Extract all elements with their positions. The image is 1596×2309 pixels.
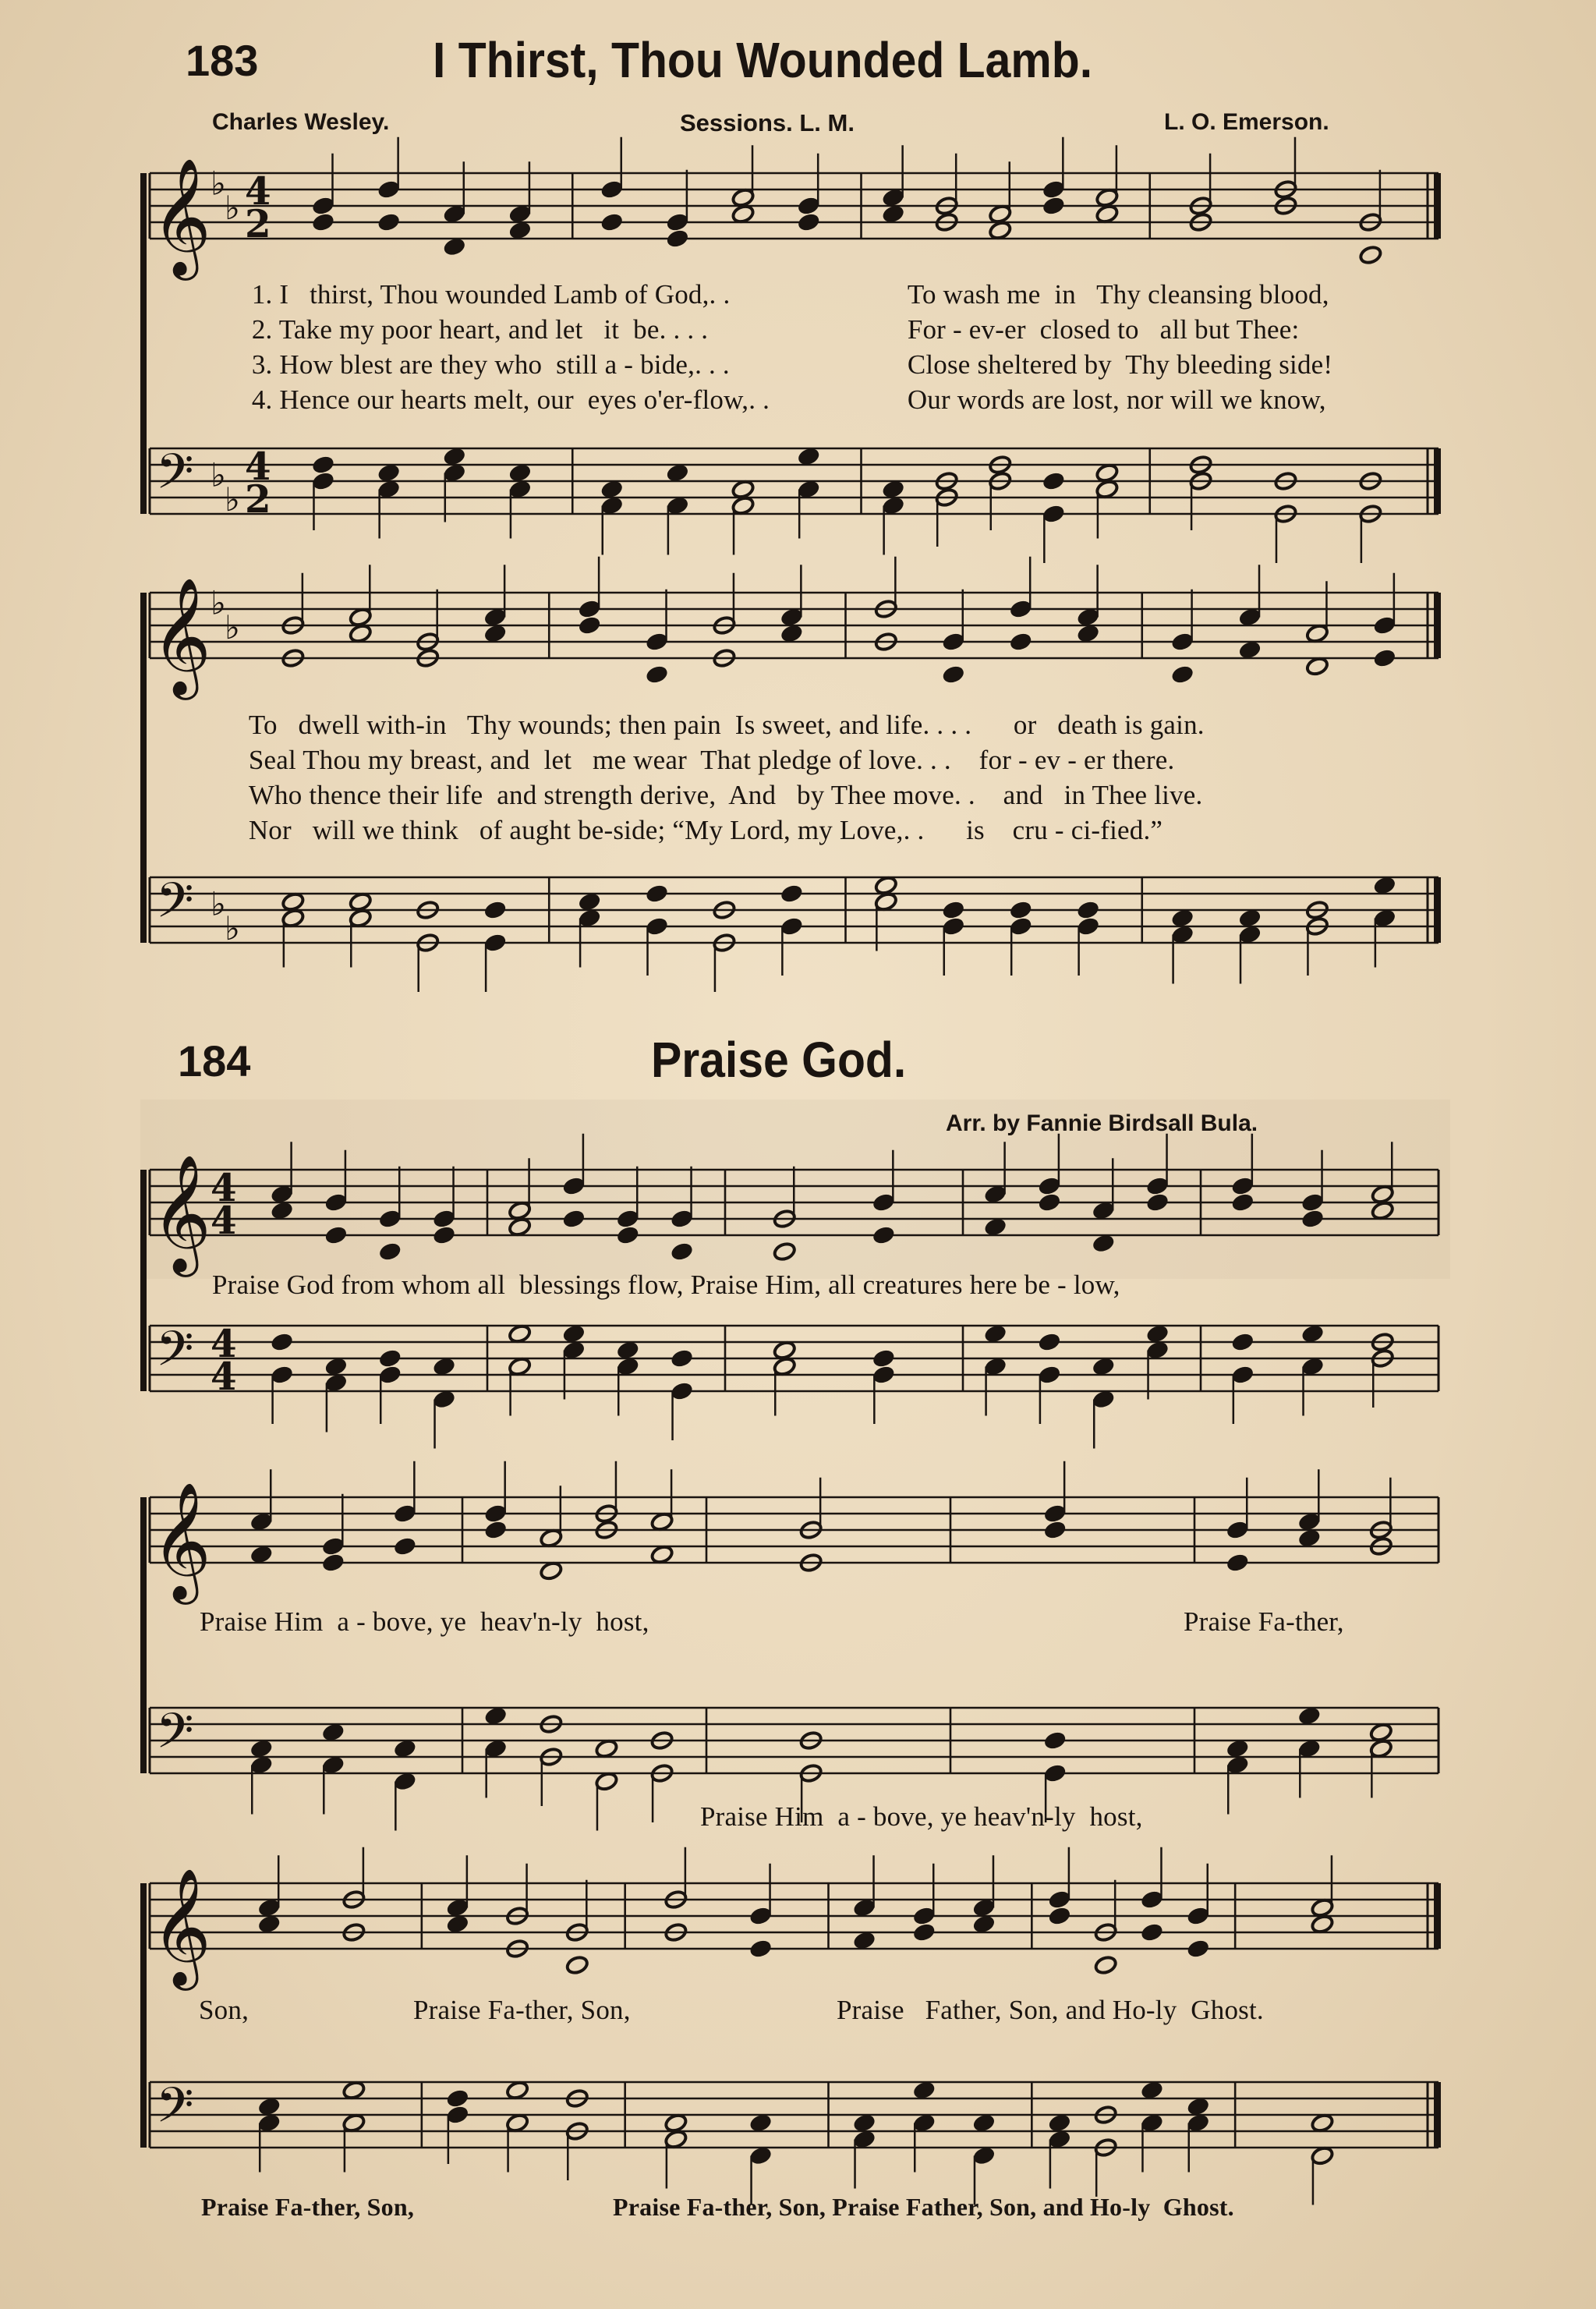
note-head	[1042, 471, 1066, 491]
note-head	[432, 1356, 456, 1376]
note-head	[941, 900, 965, 920]
note-head	[1095, 204, 1119, 224]
note-head	[483, 1520, 508, 1540]
note-head	[483, 1705, 508, 1726]
note-head	[988, 220, 1012, 240]
note-head	[600, 479, 624, 499]
note-head	[508, 220, 533, 240]
note-head	[565, 1955, 589, 1975]
verse-2-line-a: 2. Take my poor heart, and let it be. . . .	[251, 314, 709, 345]
note-head	[1230, 1192, 1255, 1213]
flat-icon: ♭	[211, 164, 226, 203]
note-head	[645, 884, 669, 904]
final-barline	[1434, 173, 1441, 239]
note-head	[1311, 2112, 1335, 2133]
note-head	[983, 1323, 1007, 1344]
time-signature: 2	[245, 477, 271, 522]
note-head	[321, 1553, 345, 1573]
note-head	[442, 236, 466, 257]
time-signature: 4	[211, 1166, 237, 1210]
lyrics-block-second	[221, 710, 1205, 897]
note-head	[324, 1356, 348, 1376]
verse-3-line-a: 3. How blest are they who still a - bide,. . .	[251, 349, 730, 380]
note-head	[731, 479, 756, 499]
lyric-184-line-5: Son,	[199, 1995, 249, 2025]
time-signature: 4	[245, 169, 271, 214]
note-head	[1076, 900, 1100, 920]
tune-credit: Sessions. L. M.	[680, 109, 855, 136]
note-head	[1186, 1939, 1210, 1959]
lyrics-block-right	[879, 279, 1333, 466]
final-barline	[1434, 593, 1441, 658]
note-head	[1145, 1323, 1170, 1344]
note-head	[324, 1225, 348, 1245]
note-head	[1170, 664, 1194, 685]
treble-clef-icon: 𝄞	[151, 157, 211, 275]
note-head	[872, 1225, 896, 1245]
note-head	[1009, 632, 1033, 652]
lyric-184-line-1: Praise God from whom all blessings flow, Praise Him, all creatures here be - low,	[212, 1270, 1120, 1300]
note-head	[665, 462, 689, 483]
note-head	[616, 1340, 640, 1360]
verse-4-line-c: Nor will we think of aught be-side; “My Lord, my Love,. . is cru - ci-fied.”	[248, 815, 1163, 845]
note-head	[257, 1914, 281, 1934]
note-head	[1297, 1528, 1322, 1548]
note-head	[852, 1930, 876, 1950]
note-head	[578, 615, 602, 636]
note-head	[1301, 1323, 1325, 1344]
note-head	[257, 2096, 281, 2116]
note-head	[1095, 462, 1119, 483]
note-head	[1009, 900, 1033, 920]
note-head	[941, 664, 965, 685]
final-barline	[1434, 448, 1441, 514]
flat-icon: ♭	[225, 908, 240, 947]
hymn-number-184: 184	[178, 1036, 251, 1085]
note-head	[1092, 1233, 1116, 1253]
note-head	[773, 1340, 797, 1360]
note-head	[670, 1348, 694, 1369]
note-head	[1076, 623, 1100, 643]
note-head	[872, 1348, 896, 1369]
note-head	[1238, 639, 1262, 660]
note-head	[1092, 1356, 1116, 1376]
note-head	[1094, 1955, 1118, 1975]
flat-icon: ♭	[225, 607, 240, 646]
time-signature: 4	[211, 1355, 237, 1399]
treble-clef-icon: 𝄞	[151, 1867, 211, 1985]
note-head	[748, 2112, 773, 2133]
lyric-184-line-9: Praise Fa-ther, Son, Praise Father, Son, and Ho-ly Ghost.	[613, 2193, 1234, 2221]
flat-icon: ♭	[225, 188, 240, 227]
note-head	[1369, 1722, 1393, 1742]
treble-clef-icon: 𝄞	[151, 1153, 211, 1272]
note-head	[1037, 1332, 1061, 1352]
treble-clef-icon: 𝄞	[151, 576, 211, 695]
note-head	[600, 212, 624, 232]
note-head	[881, 204, 905, 224]
lyrics-block-left	[224, 279, 770, 466]
note-head	[377, 462, 401, 483]
note-head	[1140, 2080, 1164, 2100]
time-signature: 2	[245, 202, 271, 246]
note-head	[664, 2112, 688, 2133]
bass-clef-icon: 𝄢	[156, 443, 194, 512]
note-head	[505, 2080, 529, 2100]
composer-credit: L. O. Emerson.	[1164, 109, 1329, 135]
lyric-184-line-8: Praise Fa-ther, Son,	[201, 2193, 415, 2221]
verse-3-line-b: Close sheltered by Thy bleeding side!	[907, 349, 1333, 380]
system-brace	[140, 1170, 147, 1391]
note-head	[1047, 1906, 1071, 1926]
lyric-184-line-7: Praise Father, Son, and Ho-ly Ghost.	[837, 1995, 1264, 2025]
note-head	[983, 1216, 1007, 1237]
note-head	[972, 1914, 996, 1934]
note-head	[445, 1914, 469, 1934]
note-head	[311, 212, 335, 232]
note-head	[445, 2088, 469, 2109]
verse-2-line-c: Seal Thou my breast, and let me wear That pledge of love. . . for - ev - er there.	[248, 745, 1175, 775]
note-head	[561, 1209, 586, 1229]
note-head	[1226, 1738, 1250, 1758]
verse-3-line-c: Who thence their life and strength derive, And by Thee move. . and in Thee live.	[248, 780, 1203, 810]
note-head	[249, 1738, 274, 1758]
note-head	[249, 1544, 274, 1564]
time-signature: 4	[245, 444, 271, 489]
verse-4-line-b: Our words are lost, nor will we know,	[907, 384, 1326, 415]
note-head	[1297, 1705, 1322, 1726]
system-brace	[140, 1497, 147, 1773]
lyric-184-line-2: Praise Him a - bove, ye heav'n-ly host,	[200, 1606, 649, 1637]
verse-4-line-a: 4. Hence our hearts melt, our eyes o'er-flow,. .	[251, 384, 770, 415]
verse-2-line-b: For - ev-er closed to all but Thee:	[907, 314, 1300, 345]
note-head	[1145, 1192, 1170, 1213]
flat-icon: ♭	[211, 583, 226, 622]
note-head	[1238, 908, 1262, 928]
note-head	[1311, 1914, 1335, 1934]
note-head	[852, 2112, 876, 2133]
note-head	[1170, 908, 1194, 928]
note-head	[1047, 2112, 1071, 2133]
note-head	[1042, 196, 1066, 216]
note-head	[508, 1216, 532, 1237]
note-head	[349, 891, 373, 912]
note-head	[1372, 648, 1396, 668]
note-head	[1372, 875, 1396, 895]
note-head	[508, 462, 533, 483]
time-signature: 4	[211, 1199, 237, 1243]
system-brace	[140, 173, 147, 514]
note-head	[874, 875, 898, 895]
final-barline	[1434, 877, 1441, 943]
bass-clef-icon: 𝄢	[156, 2077, 194, 2145]
note-head	[1230, 1332, 1255, 1352]
note-head	[393, 1738, 417, 1758]
note-head	[432, 1225, 456, 1245]
hymn-number: 183	[186, 36, 259, 85]
note-head	[1305, 656, 1329, 676]
note-head	[281, 891, 305, 912]
note-head	[1371, 1200, 1395, 1220]
note-head	[650, 1544, 674, 1564]
note-head	[780, 623, 804, 643]
note-head	[349, 623, 373, 643]
flat-icon: ♭	[225, 480, 240, 519]
note-head	[442, 446, 466, 466]
hymn-title-184: Praise God.	[651, 1032, 907, 1088]
system-brace	[140, 593, 147, 943]
note-head	[270, 1200, 294, 1220]
note-head	[645, 664, 669, 685]
note-head	[665, 228, 689, 249]
note-head	[670, 1241, 694, 1262]
note-head	[1037, 1192, 1061, 1213]
note-head	[616, 1225, 640, 1245]
system-brace	[140, 1883, 147, 2148]
note-head	[378, 1348, 402, 1369]
note-head	[508, 1323, 532, 1344]
note-head	[1226, 1553, 1250, 1573]
note-head	[321, 1722, 345, 1742]
note-head	[1140, 1922, 1164, 1942]
note-head	[731, 204, 756, 224]
note-head	[1301, 1209, 1325, 1229]
note-head	[797, 446, 821, 466]
flat-icon: ♭	[211, 884, 226, 923]
verse-1-line-a: 1. I thirst, Thou wounded Lamb of God,. .	[251, 279, 731, 310]
note-head	[483, 623, 508, 643]
note-head	[797, 212, 821, 232]
flat-icon: ♭	[211, 455, 226, 494]
note-head	[773, 1241, 797, 1262]
note-head	[377, 212, 401, 232]
note-head	[912, 2080, 936, 2100]
note-head	[1186, 2096, 1210, 2116]
note-head	[972, 2112, 996, 2133]
time-signature: 4	[211, 1322, 237, 1366]
treble-clef-icon: 𝄞	[151, 1481, 211, 1599]
music-system-184-3	[0, 1856, 1596, 2293]
lyric-184-line-6: Praise Fa-ther, Son,	[413, 1995, 631, 2025]
note-head	[539, 1560, 563, 1581]
verse-1-line-c: To dwell with-in Thy wounds; then pain Is sweet, and life. . . . or death is gain.	[248, 710, 1205, 740]
note-head	[341, 2080, 366, 2100]
final-barline	[1434, 2082, 1441, 2148]
bass-clef-icon: 𝄢	[156, 1702, 194, 1771]
bass-clef-icon: 𝄢	[156, 1320, 194, 1389]
note-head	[1358, 245, 1382, 265]
author-credit: Charles Wesley.	[212, 109, 390, 135]
note-head	[270, 1332, 294, 1352]
note-head	[748, 1939, 773, 1959]
arranger-credit: Arr. by Fannie Birdsall Bula.	[946, 1110, 1258, 1136]
note-head	[561, 1323, 586, 1344]
bass-clef-icon: 𝄢	[156, 872, 194, 940]
note-head	[311, 455, 335, 475]
note-head	[912, 1922, 936, 1942]
verse-1-line-b: To wash me in Thy cleansing blood,	[907, 279, 1329, 310]
final-barline	[1434, 1883, 1441, 1949]
note-head	[393, 1536, 417, 1556]
note-head	[780, 884, 804, 904]
note-head	[483, 900, 508, 920]
note-head	[578, 891, 602, 912]
note-head	[1043, 1730, 1067, 1751]
lyric-184-line-4: Praise Him a - bove, ye heav'n-ly host,	[700, 1801, 1143, 1832]
lyric-184-line-3: Praise Fa-ther,	[1184, 1606, 1344, 1637]
note-head	[378, 1241, 402, 1262]
note-head	[595, 1738, 619, 1758]
note-head	[881, 479, 905, 499]
note-head	[1043, 1520, 1067, 1540]
hymn-title: I Thirst, Thou Wounded Lamb.	[433, 32, 1093, 88]
